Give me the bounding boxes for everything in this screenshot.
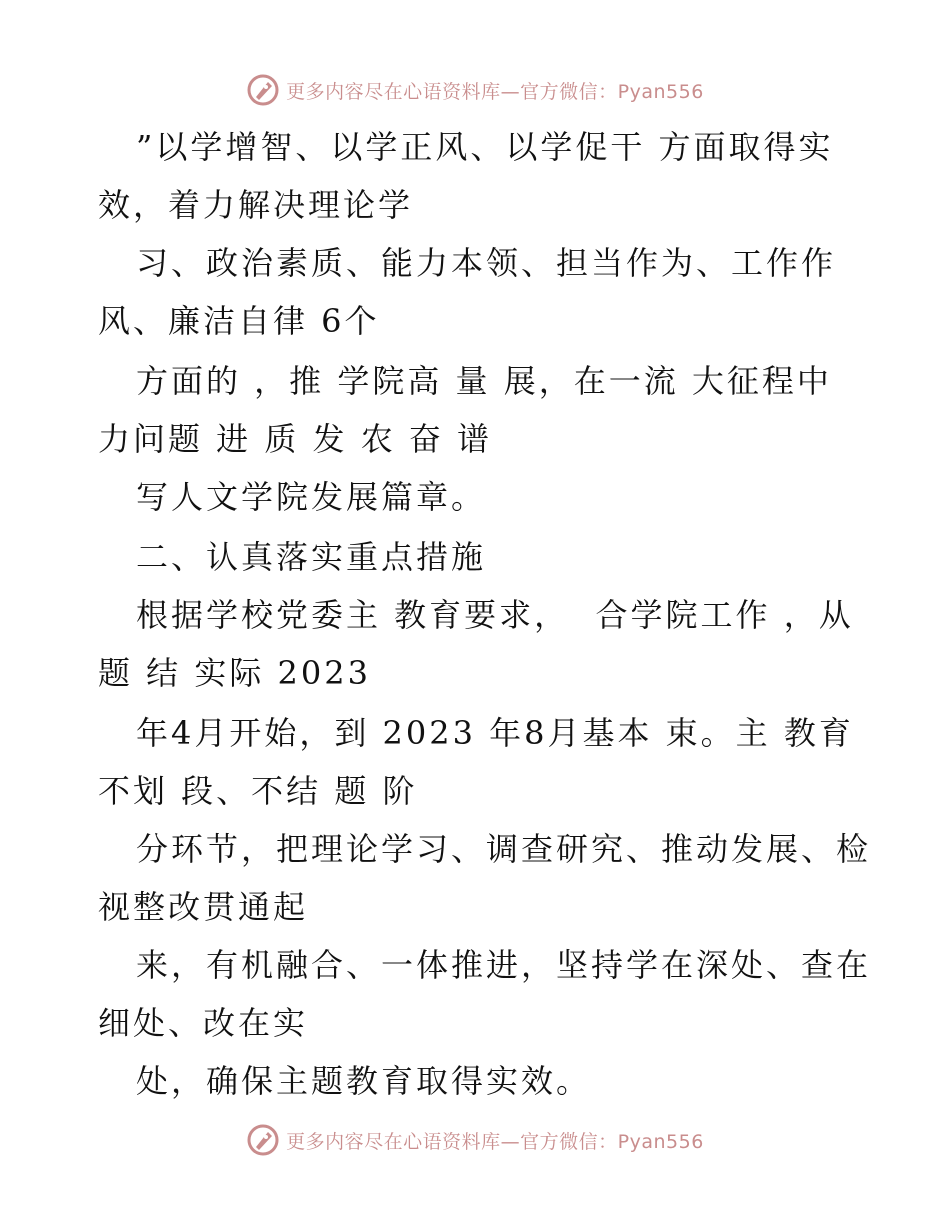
watermark-text: 更多内容尽在心语资料库—官方微信：Pyan556 [286, 1130, 704, 1153]
header-watermark [0, 72, 950, 108]
pen-nib-logo-icon [246, 73, 280, 107]
footer-watermark [0, 1122, 950, 1158]
body-line-13: 分环节，把理论学习、调查研究、推动发展、检 [136, 830, 872, 868]
section-heading: 二、认真落实重点措施 [136, 538, 487, 576]
watermark-text: 更多内容尽在心语资料库—官方微信：Pyan556 [286, 80, 704, 103]
body-line-14: 视整改贯通起 [98, 888, 309, 926]
body-line-17: 处，确保主题教育取得实效。 [136, 1062, 592, 1100]
body-line-5: 方面的 ，推 学院高 量 展，在一流 大征程中 [136, 362, 832, 400]
body-line-2: 效，着力解决理论学 [98, 186, 414, 224]
body-line-12: 不划 段、不结 题 阶 [98, 772, 418, 810]
body-line-4: 风、廉洁自律 6个 [98, 302, 380, 340]
pen-nib-logo-icon [246, 1123, 280, 1157]
body-line-7: 写人文学院发展篇章。 [136, 478, 487, 516]
body-line-11: 年4月开始，到 2023 年8月基本 束。主 教育 [136, 714, 854, 752]
body-line-16: 细处、改在实 [98, 1004, 309, 1042]
body-line-3: 习、政治素质、能力本领、担当作为、工作作 [136, 244, 837, 282]
body-line-10: 题 结 实际 2023 [98, 654, 371, 692]
body-line-9: 根据学校党委主 教育要求， 合学院工作 ，从 [136, 596, 854, 634]
body-line-6: 力问题 进 质 发 农 奋 谱 [98, 420, 493, 458]
body-line-1: ”以学增智、以学正风、以学促干 方面取得实 [136, 128, 834, 166]
body-line-15: 来，有机融合、一体推进，坚持学在深处、查在 [136, 946, 872, 984]
